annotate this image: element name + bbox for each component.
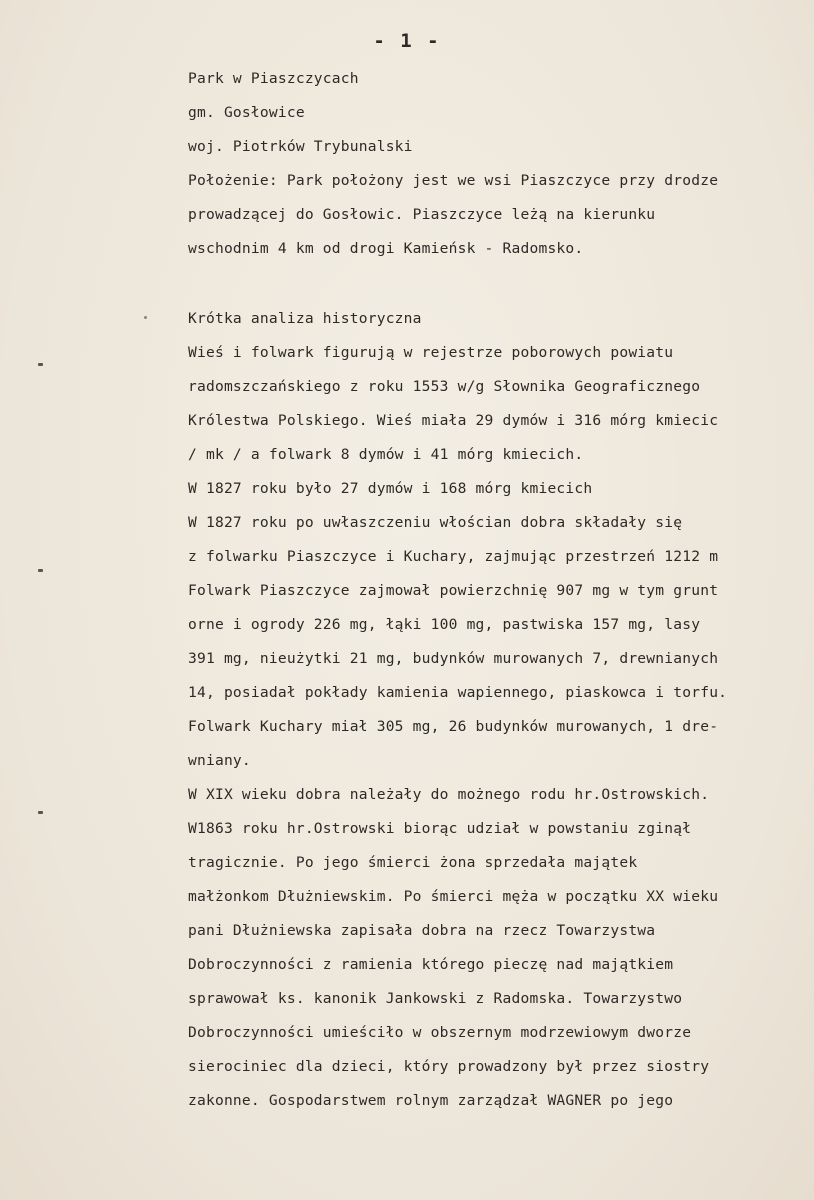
history-line: Folwark Piaszczyce zajmował powierzchnię 907 mg w tym grunt — [188, 582, 719, 599]
section-title: Krótka analiza historyczna — [188, 310, 422, 327]
history-line: W 1827 roku było 27 dymów i 168 mórg kmiecich — [188, 480, 593, 497]
history-line: 14, posiadał pokłady kamienia wapiennego, piaskowca i torfu. — [188, 684, 728, 701]
history-line: W 1827 roku po uwłaszczeniu włościan dobra składały się — [188, 514, 683, 531]
history-line: / mk / a folwark 8 dymów i 41 mórg kmiecich. — [188, 446, 584, 463]
history-line: Dobroczynności z ramienia którego pieczę nad majątkiem — [188, 956, 674, 973]
margin-mark — [38, 363, 43, 366]
history-line: Wieś i folwark figurują w rejestrze poborowych powiatu — [188, 344, 674, 361]
history-line: tragicznie. Po jego śmierci żona sprzedała majątek — [188, 854, 638, 871]
margin-mark — [38, 569, 43, 572]
typed-text — [188, 68, 806, 1112]
history-paragraph — [188, 342, 806, 1112]
history-line: wniany. — [188, 752, 251, 769]
history-line: W1863 roku hr.Ostrowski biorąc udział w powstaniu zginął — [188, 820, 692, 837]
history-line: 391 mg, nieużytki 21 mg, budynków murowanych 7, drewnianych — [188, 650, 719, 667]
margin-mark — [38, 811, 43, 814]
location-line: prowadzącej do Gosłowic. Piaszczyce leżą na kierunku — [188, 206, 656, 223]
history-line: Królestwa Polskiego. Wieś miała 29 dymów i 316 mórg kmiecic — [188, 412, 719, 429]
history-line: sierociniec dla dzieci, który prowadzony był przez siostry — [188, 1058, 710, 1075]
history-line: radomszczańskiego z roku 1553 w/g Słownika Geograficznego — [188, 378, 701, 395]
header-line: gm. Gosłowice — [188, 104, 305, 121]
history-line: zakonne. Gospodarstwem rolnym zarządzał WAGNER po jego — [188, 1092, 674, 1109]
history-line: małżonkom Dłużniewskim. Po śmierci męża w początku XX wieku — [188, 888, 719, 905]
location-line: wschodnim 4 km od drogi Kamieńsk - Radomsko. — [188, 240, 584, 257]
page-number: - 1 - — [373, 30, 441, 52]
history-line: Folwark Kuchary miał 305 mg, 26 budynków murowanych, 1 dre- — [188, 718, 719, 735]
history-line: pani Dłużniewska zapisała dobra na rzecz Towarzystwa — [188, 922, 656, 939]
history-line: Dobroczynności umieściło w obszernym modrzewiowym dworze — [188, 1024, 692, 1041]
history-line: orne i ogrody 226 mg, łąki 100 mg, pastwiska 157 mg, lasy — [188, 616, 701, 633]
location-line: Położenie: Park położony jest we wsi Piaszczyce przy drodze — [188, 172, 719, 189]
history-line: sprawował ks. kanonik Jankowski z Radomska. Towarzystwo — [188, 990, 683, 1007]
history-line: W XIX wieku dobra należały do możnego rodu hr.Ostrowskich. — [188, 786, 710, 803]
header-line: woj. Piotrków Trybunalski — [188, 138, 413, 155]
history-line: z folwarku Piaszczyce i Kuchary, zajmując przestrzeń 1212 m — [188, 548, 719, 565]
header-line: Park w Piaszczycach — [188, 70, 359, 87]
margin-dot — [144, 316, 147, 319]
